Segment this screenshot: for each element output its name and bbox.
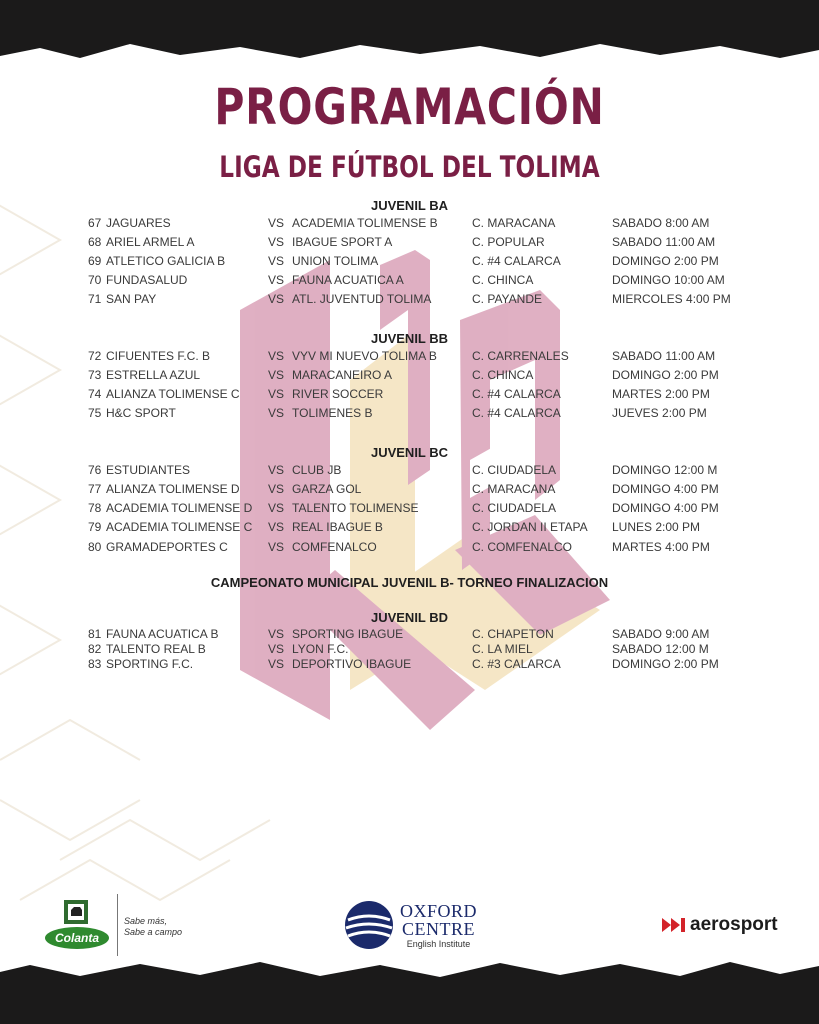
match-number: 76 — [88, 463, 102, 477]
away-team: TALENTO TOLIMENSE — [292, 501, 419, 515]
home-team: SAN PAY — [106, 292, 157, 306]
section-title: JUVENIL BB — [370, 331, 449, 346]
colanta-slogan — [124, 916, 182, 938]
championship-title: CAMPEONATO MUNICIPAL JUVENIL B- TORNEO FINALIZACION — [210, 575, 609, 590]
vs-label: VS — [268, 292, 285, 306]
home-team: ACADEMIA TOLIMENSE C — [106, 520, 253, 534]
match-row — [0, 387, 819, 405]
match-number: 78 — [88, 501, 102, 515]
oxford-line-1: OXFORD — [400, 901, 478, 921]
match-number: 74 — [88, 387, 102, 401]
match-row — [0, 254, 819, 272]
field: C. #4 CALARCA — [472, 406, 561, 420]
match-number: 81 — [88, 627, 102, 641]
match-time: DOMINGO 4:00 PM — [612, 482, 719, 496]
vs-label: VS — [268, 273, 285, 287]
away-team: COMFENALCO — [292, 540, 377, 554]
match-time: MIERCOLES 4:00 PM — [612, 292, 731, 306]
section-title: JUVENIL BC — [370, 445, 449, 460]
match-time: JUEVES 2:00 PM — [612, 406, 707, 420]
vs-label: VS — [268, 642, 285, 656]
match-time: DOMINGO 2:00 PM — [612, 254, 719, 268]
field: C. CHINCA — [472, 368, 534, 382]
svg-text:Colanta: Colanta — [54, 931, 100, 945]
oxford-line-3: English Institute — [406, 939, 471, 949]
match-number: 70 — [88, 273, 102, 287]
away-team: ACADEMIA TOLIMENSE B — [292, 216, 438, 230]
aerosport-logo: aerosport — [690, 914, 778, 935]
slogan-line: Sabe a campo — [124, 927, 183, 937]
match-time: SABADO 12:00 M — [612, 642, 709, 656]
oxford-line-2: CENTRE — [402, 919, 475, 939]
field: C. CHINCA — [472, 273, 534, 287]
away-team: VYV MI NUEVO TOLIMA B — [292, 349, 437, 363]
match-time: MARTES 4:00 PM — [612, 540, 710, 554]
home-team: ARIEL ARMEL A — [106, 235, 195, 249]
field: C. #4 CALARCA — [472, 387, 561, 401]
vs-label: VS — [268, 657, 285, 671]
home-team: CIFUENTES F.C. B — [106, 349, 211, 363]
field: C. MARACANA — [472, 216, 556, 230]
match-row — [0, 501, 819, 519]
vs-label: VS — [268, 387, 285, 401]
home-team: ALIANZA TOLIMENSE D — [106, 482, 240, 496]
home-team: ESTUDIANTES — [106, 463, 191, 477]
away-team: GARZA GOL — [292, 482, 362, 496]
match-number: 68 — [88, 235, 102, 249]
field: C. JORDAN II ETAPA — [472, 520, 588, 534]
match-number: 75 — [88, 406, 102, 420]
away-team: FAUNA ACUATICA A — [292, 273, 404, 287]
match-row — [0, 463, 819, 481]
aerosport-arrows-icon — [662, 918, 688, 932]
match-time: SABADO 11:00 AM — [612, 235, 716, 249]
field: C. POPULAR — [472, 235, 545, 249]
home-team: TALENTO REAL B — [106, 642, 206, 656]
divider — [117, 894, 118, 956]
match-number: 79 — [88, 520, 102, 534]
home-team: GRAMADEPORTES C — [106, 540, 228, 554]
section-title: JUVENIL BA — [370, 198, 449, 213]
match-time: DOMINGO 2:00 PM — [612, 368, 719, 382]
match-row — [0, 216, 819, 234]
vs-label: VS — [268, 482, 285, 496]
field: C. #4 CALARCA — [472, 254, 561, 268]
field: C. MARACANA — [472, 482, 556, 496]
match-time: MARTES 2:00 PM — [612, 387, 710, 401]
home-team: JAGUARES — [106, 216, 171, 230]
match-number: 82 — [88, 642, 102, 656]
match-row — [0, 292, 819, 310]
away-team: TOLIMENES B — [292, 406, 373, 420]
home-team: ALIANZA TOLIMENSE C — [106, 387, 240, 401]
match-row — [0, 368, 819, 386]
match-number: 83 — [88, 657, 102, 671]
field: C. LA MIEL — [472, 642, 533, 656]
match-time: LUNES 2:00 PM — [612, 520, 701, 534]
vs-label: VS — [268, 368, 285, 382]
vs-label: VS — [268, 540, 285, 554]
match-row — [0, 540, 819, 558]
match-number: 69 — [88, 254, 102, 268]
away-team: RIVER SOCCER — [292, 387, 384, 401]
field: C. CIUDADELA — [472, 463, 557, 477]
section-title: JUVENIL BD — [370, 610, 449, 625]
vs-label: VS — [268, 463, 285, 477]
match-number: 80 — [88, 540, 102, 554]
field: C. COMFENALCO — [472, 540, 573, 554]
match-time: SABADO 11:00 AM — [612, 349, 716, 363]
away-team: REAL IBAGUE B — [292, 520, 383, 534]
away-team: MARACANEIRO A — [292, 368, 393, 382]
match-number: 72 — [88, 349, 102, 363]
match-number: 71 — [88, 292, 102, 306]
home-team: FUNDASALUD — [106, 273, 188, 287]
field: C. CIUDADELA — [472, 501, 557, 515]
field: C. CHAPETON — [472, 627, 554, 641]
page-subtitle: LIGA DE FÚTBOL DEL TOLIMA — [219, 150, 600, 184]
vs-label: VS — [268, 235, 285, 249]
away-team: CLUB JB — [292, 463, 342, 477]
away-team: DEPORTIVO IBAGUE — [292, 657, 412, 671]
home-team: ACADEMIA TOLIMENSE D — [106, 501, 253, 515]
match-row — [0, 657, 819, 675]
match-number: 67 — [88, 216, 102, 230]
match-row — [0, 349, 819, 367]
away-team: IBAGUE SPORT A — [292, 235, 393, 249]
match-time: SABADO 9:00 AM — [612, 627, 710, 641]
vs-label: VS — [268, 254, 285, 268]
match-time: DOMINGO 4:00 PM — [612, 501, 719, 515]
oxford-logo-text — [400, 902, 477, 950]
match-number: 73 — [88, 368, 102, 382]
match-row — [0, 520, 819, 538]
home-team: SPORTING F.C. — [106, 657, 194, 671]
match-time: DOMINGO 2:00 PM — [612, 657, 719, 671]
match-number: 77 — [88, 482, 102, 496]
colanta-logo — [44, 900, 114, 952]
slogan-line: Sabe más, — [124, 916, 168, 926]
away-team: LYON F.C. — [292, 642, 349, 656]
match-time: SABADO 8:00 AM — [612, 216, 710, 230]
vs-label: VS — [268, 216, 285, 230]
match-row — [0, 406, 819, 424]
away-team: ATL. JUVENTUD TOLIMA — [292, 292, 432, 306]
home-team: FAUNA ACUATICA B — [106, 627, 219, 641]
oxford-globe-icon — [344, 900, 394, 950]
match-row — [0, 482, 819, 500]
vs-label: VS — [268, 501, 285, 515]
match-row — [0, 235, 819, 253]
vs-label: VS — [268, 406, 285, 420]
sponsor-bar — [0, 880, 819, 960]
match-row — [0, 273, 819, 291]
vs-label: VS — [268, 349, 285, 363]
home-team: ESTRELLA AZUL — [106, 368, 201, 382]
home-team: H&C SPORT — [106, 406, 176, 420]
match-time: DOMINGO 12:00 M — [612, 463, 718, 477]
field: C. PAYANDE — [472, 292, 543, 306]
field: C. CARRENALES — [472, 349, 569, 363]
home-team: ATLETICO GALICIA B — [106, 254, 226, 268]
page-title: PROGRAMACIÓN — [214, 78, 605, 136]
match-time: DOMINGO 10:00 AM — [612, 273, 725, 287]
field: C. #3 CALARCA — [472, 657, 561, 671]
away-team: UNION TOLIMA — [292, 254, 379, 268]
away-team: SPORTING IBAGUE — [292, 627, 404, 641]
vs-label: VS — [268, 520, 285, 534]
vs-label: VS — [268, 627, 285, 641]
